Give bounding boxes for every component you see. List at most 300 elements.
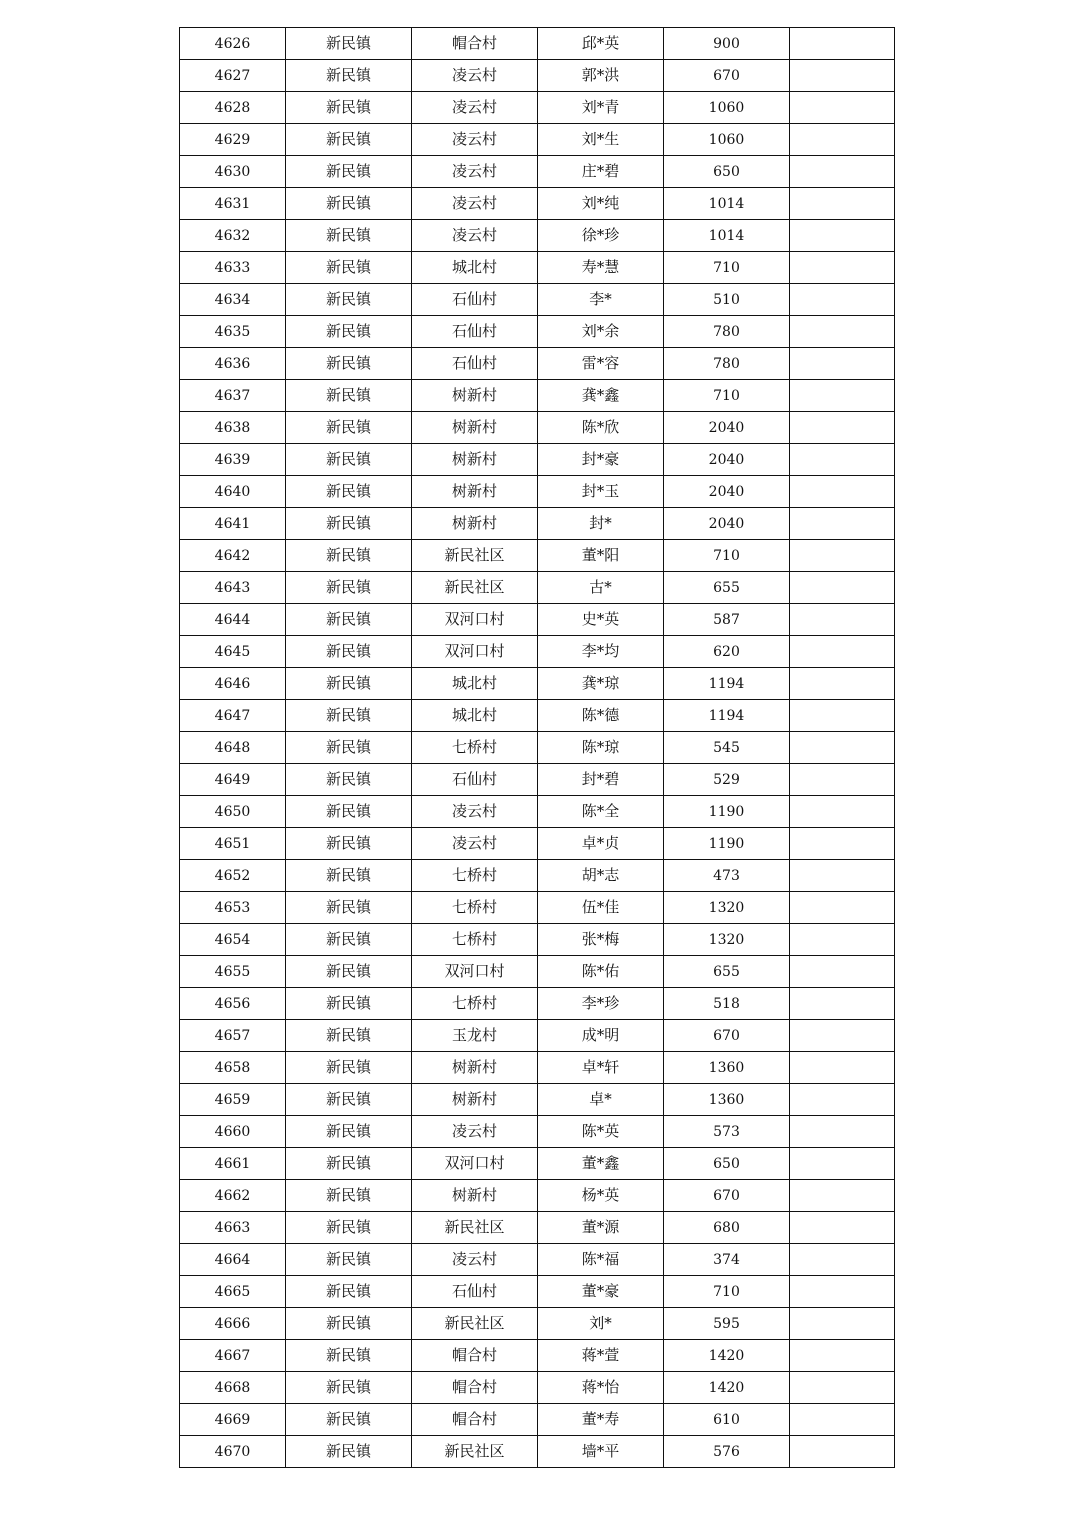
table-row: [180, 828, 895, 860]
remark-cell: [790, 156, 895, 188]
serial-number-cell: 4654: [180, 924, 286, 956]
amount-cell: 670: [664, 60, 790, 92]
remark-cell: [790, 1404, 895, 1436]
town-cell: 新民镇: [286, 1244, 412, 1276]
remark-cell: [790, 1372, 895, 1404]
town-cell: 新民镇: [286, 92, 412, 124]
village-cell: 凌云村: [412, 124, 538, 156]
remark-cell: [790, 604, 895, 636]
table-row: [180, 860, 895, 892]
serial-number-cell: 4648: [180, 732, 286, 764]
village-cell: 凌云村: [412, 220, 538, 252]
remark-cell: [790, 572, 895, 604]
town-cell: 新民镇: [286, 284, 412, 316]
name-cell: 卓*轩: [538, 1052, 664, 1084]
amount-cell: 1360: [664, 1084, 790, 1116]
serial-number-cell: 4666: [180, 1308, 286, 1340]
amount-cell: 710: [664, 1276, 790, 1308]
serial-number-cell: 4639: [180, 444, 286, 476]
name-cell: 董*鑫: [538, 1148, 664, 1180]
amount-cell: 545: [664, 732, 790, 764]
remark-cell: [790, 700, 895, 732]
table-row: [180, 1436, 895, 1468]
serial-number-cell: 4655: [180, 956, 286, 988]
town-cell: 新民镇: [286, 1084, 412, 1116]
name-cell: 董*阳: [538, 540, 664, 572]
village-cell: 双河口村: [412, 636, 538, 668]
village-cell: 帽合村: [412, 1372, 538, 1404]
serial-number-cell: 4631: [180, 188, 286, 220]
serial-number-cell: 4640: [180, 476, 286, 508]
remark-cell: [790, 1020, 895, 1052]
name-cell: 董*源: [538, 1212, 664, 1244]
village-cell: 树新村: [412, 1180, 538, 1212]
serial-number-cell: 4641: [180, 508, 286, 540]
town-cell: 新民镇: [286, 508, 412, 540]
town-cell: 新民镇: [286, 1180, 412, 1212]
village-cell: 新民社区: [412, 1212, 538, 1244]
name-cell: 卓*贞: [538, 828, 664, 860]
amount-cell: 900: [664, 28, 790, 60]
village-cell: 凌云村: [412, 796, 538, 828]
table-row: [180, 1180, 895, 1212]
amount-cell: 780: [664, 348, 790, 380]
table-row: [180, 188, 895, 220]
remark-cell: [790, 316, 895, 348]
records-table-body: [180, 28, 895, 1468]
serial-number-cell: 4628: [180, 92, 286, 124]
remark-cell: [790, 252, 895, 284]
remark-cell: [790, 1212, 895, 1244]
serial-number-cell: 4663: [180, 1212, 286, 1244]
serial-number-cell: 4653: [180, 892, 286, 924]
remark-cell: [790, 668, 895, 700]
table-row: [180, 252, 895, 284]
village-cell: 凌云村: [412, 188, 538, 220]
name-cell: 卓*: [538, 1084, 664, 1116]
serial-number-cell: 4657: [180, 1020, 286, 1052]
name-cell: 伍*佳: [538, 892, 664, 924]
town-cell: 新民镇: [286, 444, 412, 476]
name-cell: 蒋*怡: [538, 1372, 664, 1404]
village-cell: 城北村: [412, 252, 538, 284]
name-cell: 史*英: [538, 604, 664, 636]
table-row: [180, 764, 895, 796]
serial-number-cell: 4627: [180, 60, 286, 92]
name-cell: 蒋*萱: [538, 1340, 664, 1372]
table-row: [180, 316, 895, 348]
town-cell: 新民镇: [286, 668, 412, 700]
village-cell: 石仙村: [412, 1276, 538, 1308]
name-cell: 封*碧: [538, 764, 664, 796]
amount-cell: 710: [664, 252, 790, 284]
serial-number-cell: 4650: [180, 796, 286, 828]
name-cell: 李*: [538, 284, 664, 316]
town-cell: 新民镇: [286, 220, 412, 252]
town-cell: 新民镇: [286, 156, 412, 188]
serial-number-cell: 4637: [180, 380, 286, 412]
town-cell: 新民镇: [286, 796, 412, 828]
town-cell: 新民镇: [286, 1404, 412, 1436]
remark-cell: [790, 412, 895, 444]
table-row: [180, 1276, 895, 1308]
village-cell: 石仙村: [412, 348, 538, 380]
town-cell: 新民镇: [286, 764, 412, 796]
village-cell: 树新村: [412, 380, 538, 412]
remark-cell: [790, 1276, 895, 1308]
table-row: [180, 412, 895, 444]
town-cell: 新民镇: [286, 1212, 412, 1244]
village-cell: 树新村: [412, 444, 538, 476]
table-row: [180, 924, 895, 956]
town-cell: 新民镇: [286, 636, 412, 668]
amount-cell: 573: [664, 1116, 790, 1148]
serial-number-cell: 4667: [180, 1340, 286, 1372]
table-row: [180, 1084, 895, 1116]
town-cell: 新民镇: [286, 1372, 412, 1404]
remark-cell: [790, 732, 895, 764]
table-row: [180, 572, 895, 604]
amount-cell: 710: [664, 540, 790, 572]
town-cell: 新民镇: [286, 476, 412, 508]
remark-cell: [790, 220, 895, 252]
table-row: [180, 92, 895, 124]
town-cell: 新民镇: [286, 1276, 412, 1308]
table-row: [180, 156, 895, 188]
town-cell: 新民镇: [286, 1052, 412, 1084]
village-cell: 帽合村: [412, 28, 538, 60]
table-row: [180, 1340, 895, 1372]
serial-number-cell: 4665: [180, 1276, 286, 1308]
village-cell: 树新村: [412, 1052, 538, 1084]
serial-number-cell: 4652: [180, 860, 286, 892]
serial-number-cell: 4638: [180, 412, 286, 444]
village-cell: 树新村: [412, 508, 538, 540]
remark-cell: [790, 860, 895, 892]
village-cell: 帽合村: [412, 1340, 538, 1372]
serial-number-cell: 4643: [180, 572, 286, 604]
name-cell: 封*豪: [538, 444, 664, 476]
remark-cell: [790, 988, 895, 1020]
village-cell: 新民社区: [412, 572, 538, 604]
name-cell: 刘*纯: [538, 188, 664, 220]
town-cell: 新民镇: [286, 1020, 412, 1052]
table-row: [180, 28, 895, 60]
town-cell: 新民镇: [286, 380, 412, 412]
village-cell: 树新村: [412, 1084, 538, 1116]
name-cell: 成*明: [538, 1020, 664, 1052]
amount-cell: 680: [664, 1212, 790, 1244]
serial-number-cell: 4668: [180, 1372, 286, 1404]
amount-cell: 1420: [664, 1372, 790, 1404]
name-cell: 刘*生: [538, 124, 664, 156]
village-cell: 七桥村: [412, 988, 538, 1020]
amount-cell: 1360: [664, 1052, 790, 1084]
amount-cell: 620: [664, 636, 790, 668]
village-cell: 凌云村: [412, 828, 538, 860]
table-row: [180, 60, 895, 92]
table-row: [180, 476, 895, 508]
name-cell: 陈*欣: [538, 412, 664, 444]
village-cell: 凌云村: [412, 60, 538, 92]
town-cell: 新民镇: [286, 956, 412, 988]
amount-cell: 1194: [664, 668, 790, 700]
amount-cell: 1060: [664, 92, 790, 124]
town-cell: 新民镇: [286, 828, 412, 860]
remark-cell: [790, 1148, 895, 1180]
amount-cell: 1014: [664, 188, 790, 220]
table-row: [180, 1404, 895, 1436]
town-cell: 新民镇: [286, 604, 412, 636]
name-cell: 刘*青: [538, 92, 664, 124]
town-cell: 新民镇: [286, 988, 412, 1020]
remark-cell: [790, 284, 895, 316]
village-cell: 凌云村: [412, 156, 538, 188]
serial-number-cell: 4651: [180, 828, 286, 860]
name-cell: 邱*英: [538, 28, 664, 60]
table-row: [180, 220, 895, 252]
town-cell: 新民镇: [286, 348, 412, 380]
town-cell: 新民镇: [286, 924, 412, 956]
name-cell: 古*: [538, 572, 664, 604]
remark-cell: [790, 1180, 895, 1212]
remark-cell: [790, 956, 895, 988]
village-cell: 双河口村: [412, 956, 538, 988]
village-cell: 树新村: [412, 476, 538, 508]
remark-cell: [790, 508, 895, 540]
serial-number-cell: 4633: [180, 252, 286, 284]
town-cell: 新民镇: [286, 412, 412, 444]
amount-cell: 518: [664, 988, 790, 1020]
serial-number-cell: 4658: [180, 1052, 286, 1084]
village-cell: 双河口村: [412, 604, 538, 636]
town-cell: 新民镇: [286, 732, 412, 764]
name-cell: 封*: [538, 508, 664, 540]
amount-cell: 650: [664, 156, 790, 188]
table-row: [180, 956, 895, 988]
amount-cell: 2040: [664, 444, 790, 476]
town-cell: 新民镇: [286, 60, 412, 92]
town-cell: 新民镇: [286, 892, 412, 924]
amount-cell: 2040: [664, 476, 790, 508]
amount-cell: 655: [664, 956, 790, 988]
amount-cell: 670: [664, 1020, 790, 1052]
remark-cell: [790, 636, 895, 668]
remark-cell: [790, 348, 895, 380]
village-cell: 凌云村: [412, 1244, 538, 1276]
amount-cell: 510: [664, 284, 790, 316]
village-cell: 新民社区: [412, 540, 538, 572]
town-cell: 新民镇: [286, 700, 412, 732]
village-cell: 新民社区: [412, 1436, 538, 1468]
town-cell: 新民镇: [286, 572, 412, 604]
remark-cell: [790, 1436, 895, 1468]
table-row: [180, 1212, 895, 1244]
table-row: [180, 508, 895, 540]
amount-cell: 595: [664, 1308, 790, 1340]
amount-cell: 710: [664, 380, 790, 412]
table-row: [180, 1372, 895, 1404]
name-cell: 陈*英: [538, 1116, 664, 1148]
serial-number-cell: 4636: [180, 348, 286, 380]
records-table: [179, 27, 895, 1468]
village-cell: 凌云村: [412, 1116, 538, 1148]
village-cell: 石仙村: [412, 764, 538, 796]
amount-cell: 1194: [664, 700, 790, 732]
town-cell: 新民镇: [286, 1308, 412, 1340]
name-cell: 庄*碧: [538, 156, 664, 188]
table-row: [180, 1052, 895, 1084]
name-cell: 李*珍: [538, 988, 664, 1020]
village-cell: 七桥村: [412, 924, 538, 956]
remark-cell: [790, 924, 895, 956]
remark-cell: [790, 28, 895, 60]
table-row: [180, 732, 895, 764]
name-cell: 杨*英: [538, 1180, 664, 1212]
remark-cell: [790, 444, 895, 476]
name-cell: 李*均: [538, 636, 664, 668]
name-cell: 龚*鑫: [538, 380, 664, 412]
serial-number-cell: 4670: [180, 1436, 286, 1468]
name-cell: 封*玉: [538, 476, 664, 508]
remark-cell: [790, 188, 895, 220]
remark-cell: [790, 60, 895, 92]
amount-cell: 655: [664, 572, 790, 604]
table-row: [180, 444, 895, 476]
remark-cell: [790, 1308, 895, 1340]
village-cell: 石仙村: [412, 316, 538, 348]
amount-cell: 473: [664, 860, 790, 892]
amount-cell: 780: [664, 316, 790, 348]
remark-cell: [790, 1244, 895, 1276]
name-cell: 寿*慧: [538, 252, 664, 284]
serial-number-cell: 4669: [180, 1404, 286, 1436]
serial-number-cell: 4662: [180, 1180, 286, 1212]
remark-cell: [790, 92, 895, 124]
table-row: [180, 540, 895, 572]
table-row: [180, 284, 895, 316]
name-cell: 雷*容: [538, 348, 664, 380]
name-cell: 陈*全: [538, 796, 664, 828]
town-cell: 新民镇: [286, 28, 412, 60]
remark-cell: [790, 1084, 895, 1116]
serial-number-cell: 4644: [180, 604, 286, 636]
town-cell: 新民镇: [286, 860, 412, 892]
serial-number-cell: 4659: [180, 1084, 286, 1116]
name-cell: 陈*佑: [538, 956, 664, 988]
name-cell: 董*豪: [538, 1276, 664, 1308]
table-row: [180, 988, 895, 1020]
village-cell: 双河口村: [412, 1148, 538, 1180]
name-cell: 郭*洪: [538, 60, 664, 92]
serial-number-cell: 4632: [180, 220, 286, 252]
name-cell: 陈*琼: [538, 732, 664, 764]
name-cell: 墙*平: [538, 1436, 664, 1468]
village-cell: 七桥村: [412, 892, 538, 924]
table-row: [180, 700, 895, 732]
serial-number-cell: 4647: [180, 700, 286, 732]
serial-number-cell: 4661: [180, 1148, 286, 1180]
village-cell: 七桥村: [412, 860, 538, 892]
amount-cell: 374: [664, 1244, 790, 1276]
table-row: [180, 1116, 895, 1148]
amount-cell: 1190: [664, 796, 790, 828]
remark-cell: [790, 1340, 895, 1372]
remark-cell: [790, 380, 895, 412]
name-cell: 胡*志: [538, 860, 664, 892]
town-cell: 新民镇: [286, 252, 412, 284]
town-cell: 新民镇: [286, 188, 412, 220]
table-row: [180, 668, 895, 700]
amount-cell: 1060: [664, 124, 790, 156]
village-cell: 新民社区: [412, 1308, 538, 1340]
village-cell: 城北村: [412, 700, 538, 732]
remark-cell: [790, 540, 895, 572]
name-cell: 陈*福: [538, 1244, 664, 1276]
serial-number-cell: 4629: [180, 124, 286, 156]
amount-cell: 1190: [664, 828, 790, 860]
table-row: [180, 380, 895, 412]
village-cell: 树新村: [412, 412, 538, 444]
table-row: [180, 1308, 895, 1340]
town-cell: 新民镇: [286, 1340, 412, 1372]
serial-number-cell: 4635: [180, 316, 286, 348]
name-cell: 刘*余: [538, 316, 664, 348]
amount-cell: 1320: [664, 892, 790, 924]
remark-cell: [790, 476, 895, 508]
table-row: [180, 124, 895, 156]
amount-cell: 650: [664, 1148, 790, 1180]
remark-cell: [790, 1116, 895, 1148]
serial-number-cell: 4660: [180, 1116, 286, 1148]
amount-cell: 1014: [664, 220, 790, 252]
table-row: [180, 892, 895, 924]
table-row: [180, 348, 895, 380]
serial-number-cell: 4626: [180, 28, 286, 60]
amount-cell: 2040: [664, 508, 790, 540]
village-cell: 城北村: [412, 668, 538, 700]
table-row: [180, 604, 895, 636]
town-cell: 新民镇: [286, 316, 412, 348]
serial-number-cell: 4630: [180, 156, 286, 188]
amount-cell: 670: [664, 1180, 790, 1212]
name-cell: 董*寿: [538, 1404, 664, 1436]
amount-cell: 587: [664, 604, 790, 636]
amount-cell: 1420: [664, 1340, 790, 1372]
remark-cell: [790, 1052, 895, 1084]
serial-number-cell: 4645: [180, 636, 286, 668]
town-cell: 新民镇: [286, 1116, 412, 1148]
serial-number-cell: 4649: [180, 764, 286, 796]
town-cell: 新民镇: [286, 1436, 412, 1468]
town-cell: 新民镇: [286, 540, 412, 572]
amount-cell: 2040: [664, 412, 790, 444]
remark-cell: [790, 764, 895, 796]
serial-number-cell: 4642: [180, 540, 286, 572]
table-row: [180, 1148, 895, 1180]
name-cell: 徐*珍: [538, 220, 664, 252]
village-cell: 玉龙村: [412, 1020, 538, 1052]
remark-cell: [790, 124, 895, 156]
village-cell: 石仙村: [412, 284, 538, 316]
remark-cell: [790, 828, 895, 860]
town-cell: 新民镇: [286, 1148, 412, 1180]
name-cell: 龚*琼: [538, 668, 664, 700]
serial-number-cell: 4664: [180, 1244, 286, 1276]
table-row: [180, 1244, 895, 1276]
table-row: [180, 1020, 895, 1052]
remark-cell: [790, 892, 895, 924]
